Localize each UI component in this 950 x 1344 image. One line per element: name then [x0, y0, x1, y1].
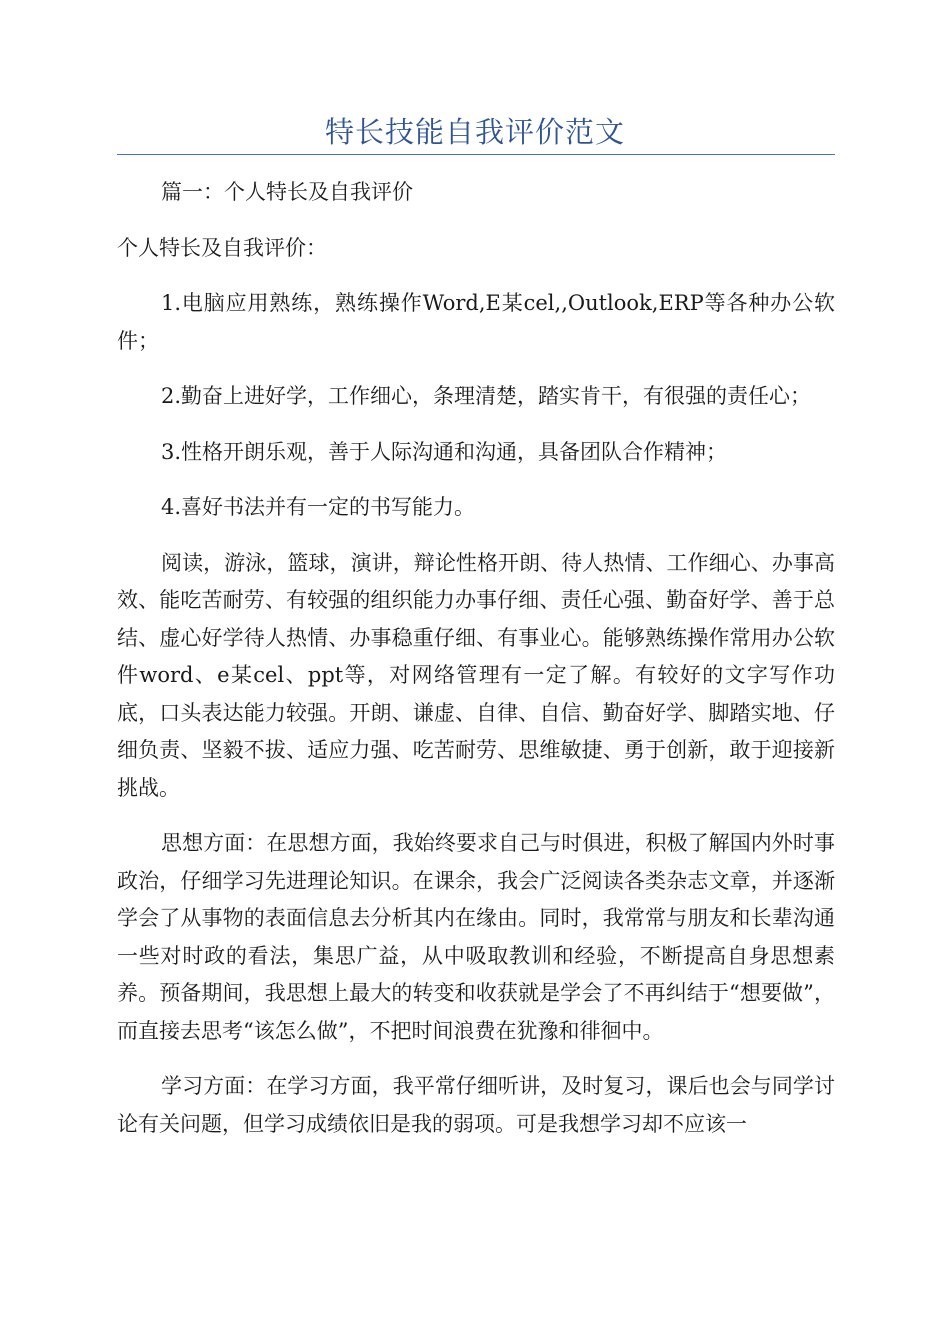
- list-item-2: 2.勤奋上进好学，工作细心，条理清楚，踏实肯干，有很强的责任心；: [161, 384, 812, 408]
- paragraph-study: 学习方面：在学习方面，我平常仔细听讲，及时复习，课后也会与同学讨论有关问题，但学习成绩依旧是我的弱项。可是我想学习却不应该一: [117, 1074, 835, 1136]
- section-heading: 篇一：个人特长及自我评价: [161, 180, 413, 204]
- paragraph-hobbies: 阅读，游泳，篮球，演讲，辩论性格开朗、待人热情、工作细心、办事高效、能吃苦耐劳、有较强的组织能力办事仔细、责任心强、勤奋好学、善于总结、虚心好学待人热情、办事稳重仔细、有事业心。能够熟练操作常用办公软件word、e某cel、ppt等，对网络管理有一定了解。有较好的文字写作功底，口头表达能力较强。开朗、谦虚、自律、自信、勤奋好学、脚踏实地、仔细负责、坚毅不拔、适应力强、吃苦耐劳、思维敏捷、勇于创新，敢于迎接新挑战。: [117, 550, 835, 800]
- paragraph-thought: 思想方面：在思想方面，我始终要求自己与时俱进，积极了解国内外时事政治，仔细学习先进理论知识。在课余，我会广泛阅读各类杂志文章，并逐渐学会了从事物的表面信息去分析其内在缘由。同时，我常常与朋友和长辈沟通一些对时政的看法，集思广益，从中吸取教训和经验，不断提高自身思想素养。预备期间，我思想上最大的转变和收获就是学会了不再纠结于“想要做”，而直接去思考“该怎么做”，不把时间浪费在犹豫和徘徊中。: [117, 831, 835, 1043]
- list-item-1: 1.电脑应用熟练，熟练操作Word,E某cel,,Outlook,ERP等各种办公软件；: [117, 291, 835, 353]
- title-underline: [117, 154, 835, 155]
- document-body: [117, 174, 835, 1161]
- list-item-3: 3.性格开朗乐观，善于人际沟通和沟通，具备团队合作精神；: [161, 439, 728, 464]
- list-item-4: 4.喜好书法并有一定的书写能力。: [161, 495, 476, 519]
- document-title: 特长技能自我评价范文: [324, 115, 625, 149]
- subsection-heading: 个人特长及自我评价：: [117, 235, 327, 260]
